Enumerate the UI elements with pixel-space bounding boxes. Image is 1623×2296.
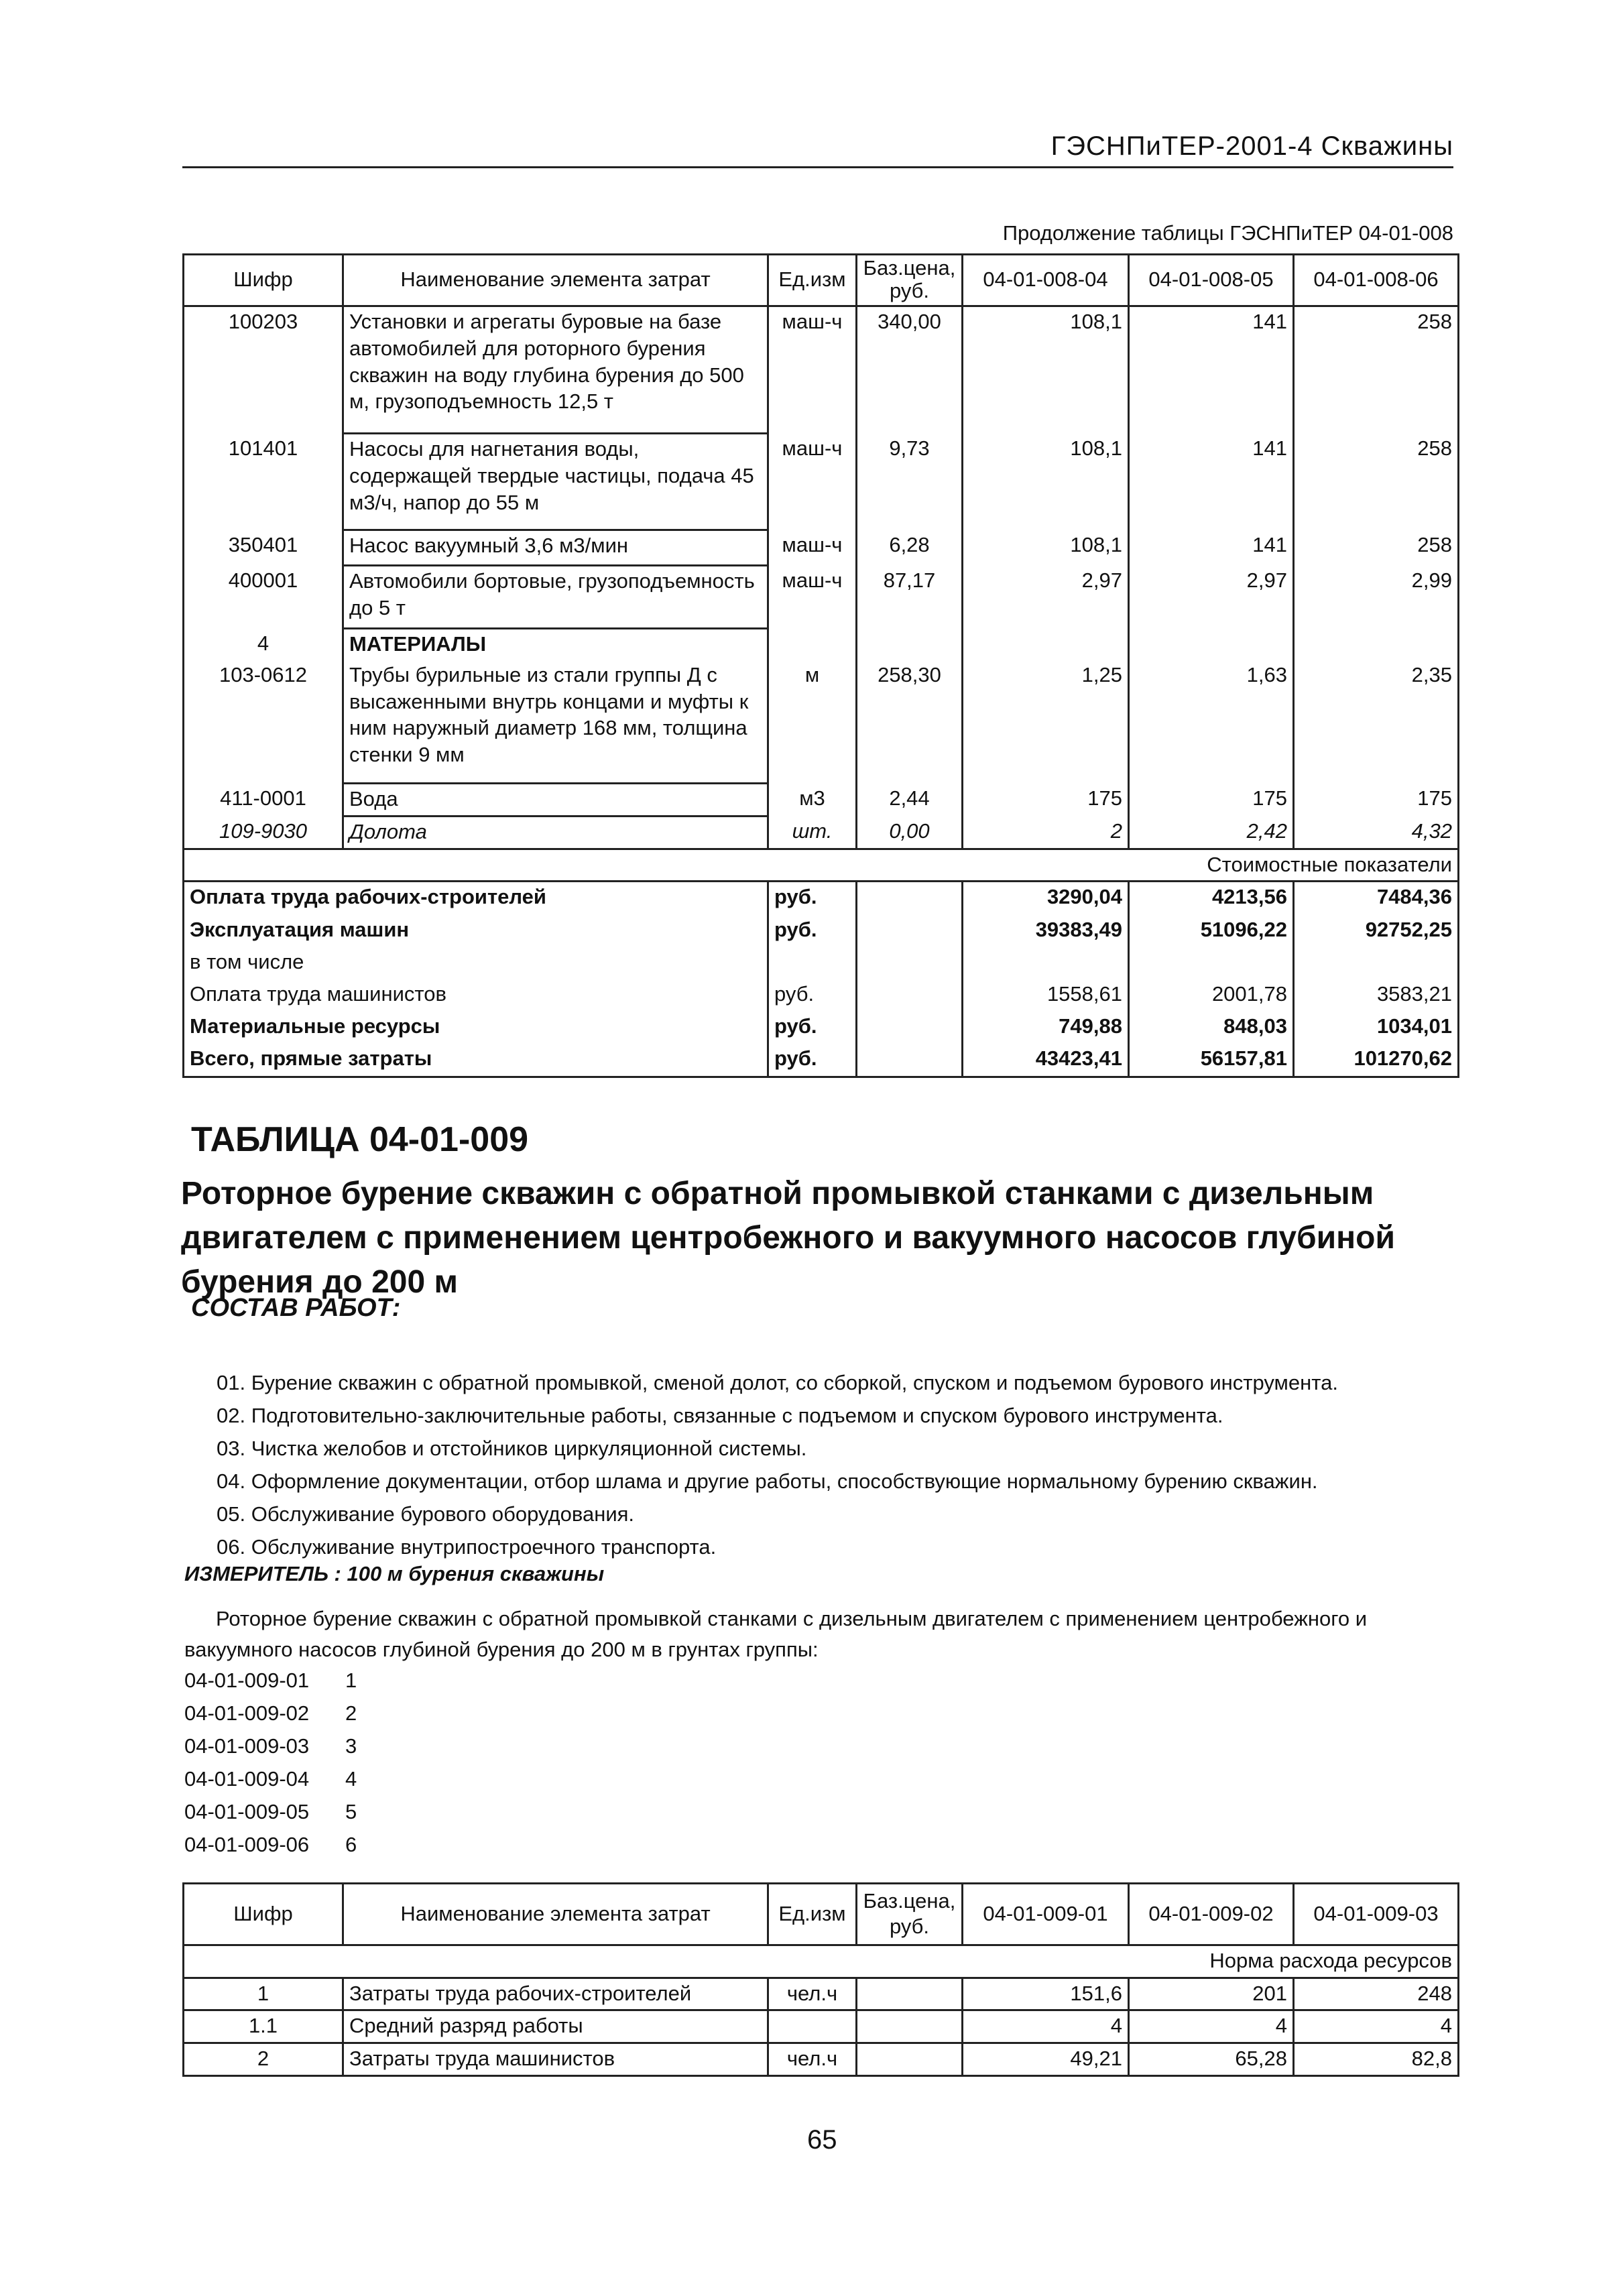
- cell-unit: м3: [768, 784, 857, 817]
- group-value: 1: [345, 1669, 357, 1692]
- cell-unit: маш-ч: [768, 434, 857, 530]
- column-header: Баз.цена, руб.: [857, 255, 963, 306]
- table-title: ТАБЛИЦА 04-01-009: [191, 1120, 529, 1159]
- cell-unit: [768, 2010, 857, 2043]
- work-description: Роторное бурение скважин с обратной промывкой станками с дизельным двигателем с применением центробежного и вакуумного насосов глубиной бурения до 200 м в грунтах группы:: [184, 1607, 1368, 1661]
- column-header: Наименование элемента затрат: [343, 1884, 768, 1945]
- cell-value: 258: [1294, 306, 1459, 434]
- summary-row: [184, 882, 1459, 915]
- cell-code: 109-9030: [184, 817, 343, 849]
- summary-unit: руб.: [768, 1044, 857, 1077]
- summary-value: 7484,36: [1294, 882, 1459, 915]
- work-item: 01. Бурение скважин с обратной промывкой, сменой долот, со сборкой, спуском и подъемом бурового инструмента.: [217, 1371, 1338, 1394]
- resource-table-009: [182, 1882, 1459, 2077]
- cell-value: 108,1: [963, 530, 1129, 566]
- cell-value: 151,6: [963, 1978, 1129, 2010]
- code-value: 04-01-009-01: [184, 1669, 310, 1692]
- cell-value: 175: [1294, 784, 1459, 817]
- summary-label: в том числе: [190, 949, 304, 973]
- cell-value: 1,25: [963, 660, 1129, 784]
- cell-value: 258: [1294, 434, 1459, 530]
- cell-value: 141: [1129, 434, 1294, 530]
- cell-value: 258: [1294, 530, 1459, 566]
- table-row: [184, 1978, 1459, 2010]
- column-header: 04-01-009-03: [1294, 1884, 1459, 1945]
- section-label: МАТЕРИАЛЫ: [343, 629, 768, 660]
- column-header: Наименование элемента затрат: [343, 255, 768, 306]
- cell-value: 4: [963, 2010, 1129, 2043]
- cell-code: 1: [184, 1978, 343, 2010]
- work-item: 02. Подготовительно-заключительные работы, связанные с подъемом и спуском бурового инструмента.: [217, 1404, 1223, 1427]
- summary-value: 43423,41: [963, 1044, 1129, 1077]
- cell-price: 9,73: [857, 434, 963, 530]
- cell-unit: чел.ч: [768, 2043, 857, 2076]
- norm-header: Норма расхода ресурсов: [184, 1945, 1459, 1978]
- cell-value: 4: [1129, 2010, 1294, 2043]
- cell-name: Насос вакуумный 3,6 м3/мин: [343, 530, 768, 566]
- table-description: Роторное бурение скважин с обратной промывкой станками с дизельным двигателем с применением центробежного и вакуумного насосов глубиной бурения до 200 м: [181, 1176, 1395, 1300]
- cell-price: 87,17: [857, 566, 963, 629]
- table-row: [184, 530, 1459, 566]
- table-row: [184, 2043, 1459, 2076]
- summary-value: 1034,01: [1294, 1012, 1459, 1044]
- cell-code: 400001: [184, 566, 343, 629]
- cell-value: 49,21: [963, 2043, 1129, 2076]
- cell-value: 141: [1129, 306, 1294, 434]
- column-header: 04-01-008-05: [1129, 255, 1294, 306]
- cell-value: 2,97: [963, 566, 1129, 629]
- table-row: [184, 2010, 1459, 2043]
- cell-price: [857, 1978, 963, 2010]
- summary-value: 3583,21: [1294, 979, 1459, 1012]
- column-header: Ед.изм: [768, 1884, 857, 1945]
- cell-code: 4: [184, 629, 343, 660]
- document-header: ГЭСНПиТЕР-2001-4 Скважины: [1050, 131, 1453, 161]
- table-continuation-caption: Продолжение таблицы ГЭСНПиТЕР 04-01-008: [1002, 221, 1453, 245]
- code-value: 04-01-009-02: [184, 1701, 310, 1725]
- cell-value: 2,97: [1129, 566, 1294, 629]
- summary-unit: руб.: [768, 1012, 857, 1044]
- summary-label: Всего, прямые затраты: [190, 1046, 432, 1070]
- norm-header-row: [184, 1945, 1459, 1978]
- column-header: 04-01-009-01: [963, 1884, 1129, 1945]
- cell-unit: маш-ч: [768, 306, 857, 434]
- summary-value: 4213,56: [1129, 882, 1294, 915]
- summary-value: 3290,04: [963, 882, 1129, 915]
- summary-unit: руб.: [768, 882, 857, 915]
- cell-price: 2,44: [857, 784, 963, 817]
- column-header: Ед.изм: [768, 255, 857, 306]
- cell-price: [857, 2043, 963, 2076]
- cell-price: 258,30: [857, 660, 963, 784]
- cell-code: 100203: [184, 306, 343, 434]
- code-item: [184, 1664, 357, 1697]
- cell-price: 340,00: [857, 306, 963, 434]
- cell-value: 141: [1129, 530, 1294, 566]
- table-row: [184, 660, 1459, 784]
- summary-value: 56157,81: [1129, 1044, 1294, 1077]
- cell-code: 101401: [184, 434, 343, 530]
- summary-row: [184, 1044, 1459, 1077]
- cell-price: 6,28: [857, 530, 963, 566]
- column-header: 04-01-009-02: [1129, 1884, 1294, 1945]
- table-row: [184, 784, 1459, 817]
- cell-code: 350401: [184, 530, 343, 566]
- group-value: 3: [345, 1734, 357, 1758]
- table-section-row: [184, 629, 1459, 660]
- table-row: [184, 434, 1459, 530]
- summary-label: Эксплуатация машин: [190, 917, 410, 941]
- cell-value: 2,42: [1129, 817, 1294, 849]
- cell-unit: шт.: [768, 817, 857, 849]
- cell-value: 2: [963, 817, 1129, 849]
- cell-code: 1.1: [184, 2010, 343, 2043]
- cell-name: Средний разряд работы: [343, 2010, 768, 2043]
- group-value: 6: [345, 1833, 357, 1856]
- work-item: 03. Чистка желобов и отстойников циркуляционной системы.: [217, 1437, 807, 1460]
- cell-value: 4,32: [1294, 817, 1459, 849]
- code-value: 04-01-009-06: [184, 1833, 310, 1856]
- cell-name: Затраты труда машинистов: [343, 2043, 768, 2076]
- work-item: 04. Оформление документации, отбор шлама и другие работы, способствующие нормальному бурению скважин.: [217, 1469, 1318, 1493]
- summary-value: 101270,62: [1294, 1044, 1459, 1077]
- cell-value: 108,1: [963, 306, 1129, 434]
- summary-value: 2001,78: [1129, 979, 1294, 1012]
- cell-value: 1,63: [1129, 660, 1294, 784]
- column-header: 04-01-008-06: [1294, 255, 1459, 306]
- cell-unit: чел.ч: [768, 1978, 857, 2010]
- summary-label: Оплата труда машинистов: [190, 981, 446, 1006]
- summary-row: [184, 1012, 1459, 1044]
- cell-value: 108,1: [963, 434, 1129, 530]
- summary-row: [184, 947, 1459, 979]
- table-row: [184, 566, 1459, 629]
- cell-name: Вода: [343, 784, 768, 817]
- cell-name: Установки и агрегаты буровые на базе автомобилей для роторного бурения скважин на воду глубина бурения до 500 м, грузоподъемность 12,5 т: [343, 306, 768, 434]
- code-item: [184, 1828, 357, 1861]
- code-item: [184, 1730, 357, 1762]
- summary-unit: руб.: [768, 915, 857, 947]
- cell-price: [857, 2010, 963, 2043]
- column-header: 04-01-008-04: [963, 255, 1129, 306]
- cell-value: 2,35: [1294, 660, 1459, 784]
- cell-value: 4: [1294, 2010, 1459, 2043]
- table-row: [184, 306, 1459, 434]
- code-list: [184, 1664, 357, 1861]
- cell-unit: м: [768, 660, 857, 784]
- cell-name: Автомобили бортовые, грузоподъемность до 5 т: [343, 566, 768, 629]
- work-item: 05. Обслуживание бурового оборудования.: [217, 1502, 635, 1526]
- page-number: 65: [807, 2125, 837, 2155]
- code-value: 04-01-009-04: [184, 1767, 310, 1791]
- cell-name: Долота: [343, 817, 768, 849]
- cell-value: 2,99: [1294, 566, 1459, 629]
- cell-name: Трубы бурильные из стали группы Д с высаженными внутрь концами и муфты к ним наружный диаметр 168 мм, толщина стенки 9 мм: [343, 660, 768, 784]
- work-list: [217, 1366, 1338, 1563]
- group-value: 5: [345, 1800, 357, 1823]
- code-value: 04-01-009-03: [184, 1734, 310, 1758]
- cell-value: 248: [1294, 1978, 1459, 2010]
- summary-value: 749,88: [963, 1012, 1129, 1044]
- header-divider: [182, 166, 1453, 168]
- cell-unit: маш-ч: [768, 566, 857, 629]
- code-item: [184, 1795, 357, 1828]
- cost-header-row: [184, 849, 1459, 882]
- cell-unit: маш-ч: [768, 530, 857, 566]
- code-item: [184, 1697, 357, 1730]
- cell-value: 65,28: [1129, 2043, 1294, 2076]
- table-header-row: [184, 255, 1459, 306]
- summary-value: 92752,25: [1294, 915, 1459, 947]
- summary-value: 848,03: [1129, 1012, 1294, 1044]
- summary-label: Оплата труда рабочих-строителей: [190, 885, 546, 909]
- summary-row: [184, 979, 1459, 1012]
- cell-code: 411-0001: [184, 784, 343, 817]
- cell-value: 175: [963, 784, 1129, 817]
- cell-value: 82,8: [1294, 2043, 1459, 2076]
- cell-code: 103-0612: [184, 660, 343, 784]
- measure-unit: ИЗМЕРИТЕЛЬ : 100 м бурения скважины: [184, 1562, 605, 1585]
- work-item: 06. Обслуживание внутрипостроечного транспорта.: [217, 1535, 717, 1559]
- cell-name: Насосы для нагнетания воды, содержащей твердые частицы, подача 45 м3/ч, напор до 55 м: [343, 434, 768, 530]
- table-row: [184, 817, 1459, 849]
- composition-title: СОСТАВ РАБОТ:: [191, 1294, 401, 1322]
- code-item: [184, 1762, 357, 1795]
- summary-value: 1558,61: [963, 979, 1129, 1012]
- cell-value: 201: [1129, 1978, 1294, 2010]
- cell-code: 2: [184, 2043, 343, 2076]
- summary-value: 51096,22: [1129, 915, 1294, 947]
- group-value: 4: [345, 1767, 357, 1791]
- column-header: Шифр: [184, 1884, 343, 1945]
- summary-row: [184, 915, 1459, 947]
- code-value: 04-01-009-05: [184, 1800, 310, 1823]
- resource-table-008: [182, 253, 1459, 1078]
- cell-name: Затраты труда рабочих-строителей: [343, 1978, 768, 2010]
- summary-value: 39383,49: [963, 915, 1129, 947]
- column-header: Баз.цена, руб.: [857, 1884, 963, 1945]
- summary-unit: руб.: [768, 979, 857, 1012]
- group-value: 2: [345, 1701, 357, 1725]
- cell-price: 0,00: [857, 817, 963, 849]
- table-header-row: [184, 1884, 1459, 1945]
- cost-header: Стоимостные показатели: [184, 849, 1459, 882]
- summary-label: Материальные ресурсы: [190, 1014, 440, 1038]
- cell-value: 175: [1129, 784, 1294, 817]
- column-header: Шифр: [184, 255, 343, 306]
